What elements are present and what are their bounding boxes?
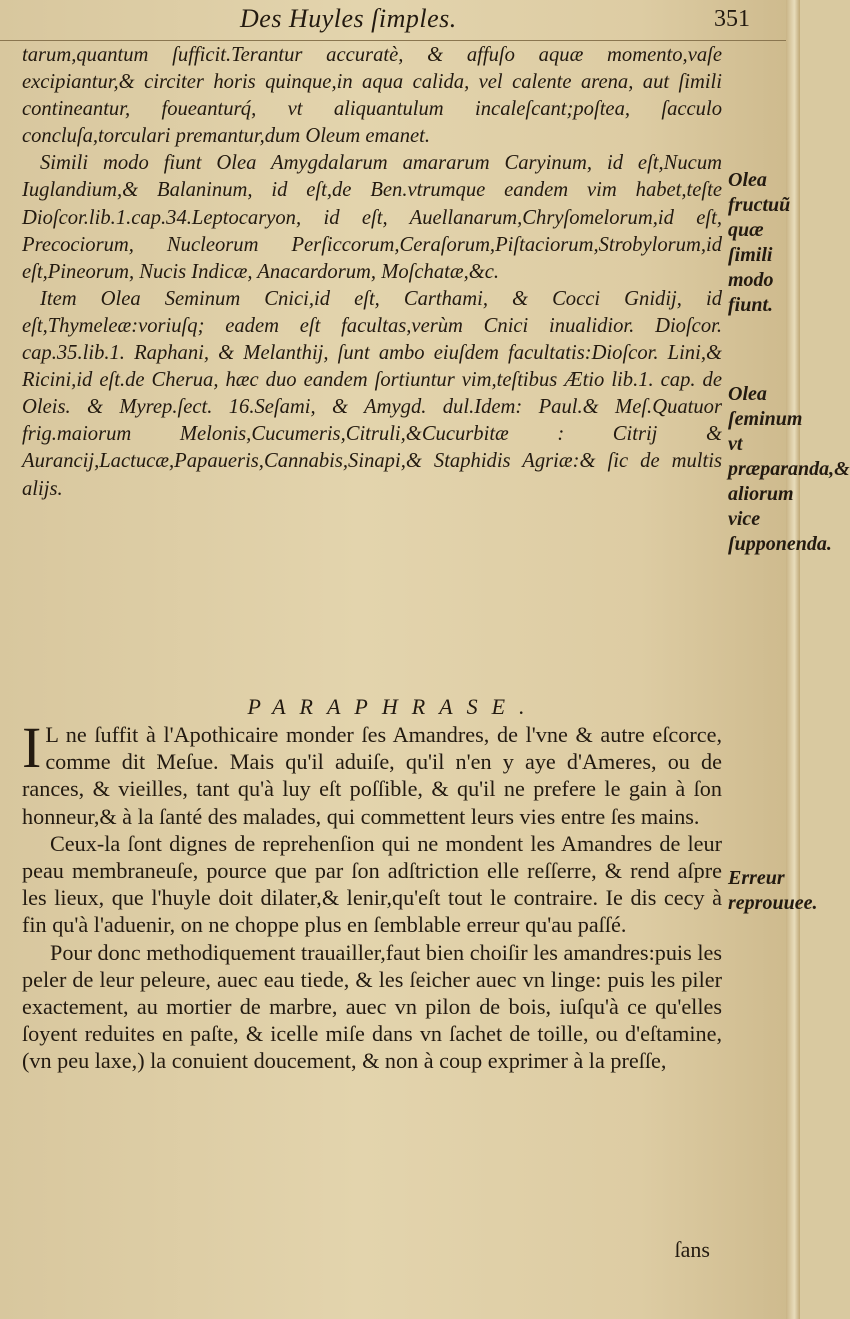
french-paragraph	[22, 715, 722, 830]
french-paragraph-text: L ne ſuffit à l'Apothicaire monder ſes Amandres, de l'vne & autre eſcorce, comme dit Meſue. Mais qu'il aduiſe, qu'il n'en y aye d'Ameres, ou de rances, & vieilles, tant qu'à luy eſt poſſible, & qu'il ne prefere le gain à ſon honneur,& à la ſanté des malades, qui commettent leurs vies entre ſes mains.	[22, 722, 722, 829]
latin-paragraph: tarum,quantum ſufficit.Terantur accuratè, & affuſo aquæ momento,vaſe excipiantur,& circiter horis quinque,in aqua calida, vel calente arena, aut ſimili contineantur, foueanturq́, vt aliquantulum incaleſcant;poſtea, ſacculo concluſa,torculari premantur,dum Oleum emanet.	[22, 44, 722, 148]
french-paragraph: Ceux-la ſont dignes de reprehenſion qui ne mondent les Amandres de leur peau membraneuſe, pource que par ſon adſtriction elle reſſerre, & rend aſpre les lieux, que l'huyle doit dilater,& lenir,qu'eſt tout le contraire. Ie dis cecy à fin qu'à l'aduenir, on ne choppe plus en ſemblable erreur qu'au paſſé.	[22, 830, 722, 938]
margin-note: Erreur reprouuee.	[728, 867, 818, 914]
page-header	[0, 0, 786, 41]
section-heading: PARAPHRASE.	[247, 694, 539, 719]
drop-cap: I	[22, 715, 42, 780]
french-text-block	[22, 715, 722, 1075]
latin-paragraph: Item Olea Seminum Cnici,id eſt, Carthami, & Cocci Gnidij, id eſt,Thymeleæ:voriuſq; eadem eſt facultas,verùm Cnici inualidior. Dioſcor. cap.35.lib.1. Raphani, & Melanthij, ſunt ambo eiuſdem facultatis:Dioſcor. Lini,& Ricini,id eſt.de Cherua, hæc duo eandem ſortiuntur vim,teſtibus Ætio lib.1. cap. de Oleis. & Myrep.ſect. 16.Seſami, & Amygd. dul.Idem: Paul.& Meſ.Quatuor frig.maiorum Melonis,Cucumeris,Citruli,&Cucurbitæ : Citrij & Aurancij,Lactucæ,Papaueris,Cannabis,Sinapi,& Staphidis Agriæ:& ſic de multis alijs.	[22, 287, 722, 500]
latin-paragraph: Simili modo fiunt Olea Amygdalarum amararum Caryinum, id eſt,Nucum Iuglandium,& Balaninum, id eſt,de Ben.vtrumque eandem vim habet,teſte Dioſcor.lib.1.cap.34.Leptocaryon, id eſt, Auellanarum,Chryſomelorum,id eſt, Precociorum, Nucleorum Perſiccorum,Ceraſorum,Piſtaciorum,Strobylorum,id eſt,Pineorum, Nucis Indicæ, Anacardorum, Moſchatæ,&c.	[22, 152, 722, 283]
latin-text-block	[22, 42, 722, 503]
margin-note: Olea fructuũ quæ ſimili modo fiunt.	[728, 169, 791, 316]
french-paragraph: Pour donc methodiquement trauailler,faut bien choiſir les amandres:puis les peler de leur peleure, auec eau tiede, & les ſeicher auec vn linge: puis les piler exactement, au mortier de marbre, auec vn pilon de bois, iuſqu'à ce qu'elles ſoyent reduites en paſte, & icelle miſe dans vn ſachet de toille, ou d'eſtamine, (vn peu laxe,) la conuient doucement, & non à coup exprimer à la preſſe,	[22, 939, 722, 1074]
catchword: ſans	[674, 1237, 710, 1262]
running-title: Des Huyles ſimples.	[240, 4, 457, 33]
page-number: 351	[714, 6, 750, 32]
margin-note: Olea ſeminum vt præparanda,& aliorum vice ſupponenda.	[728, 383, 850, 555]
